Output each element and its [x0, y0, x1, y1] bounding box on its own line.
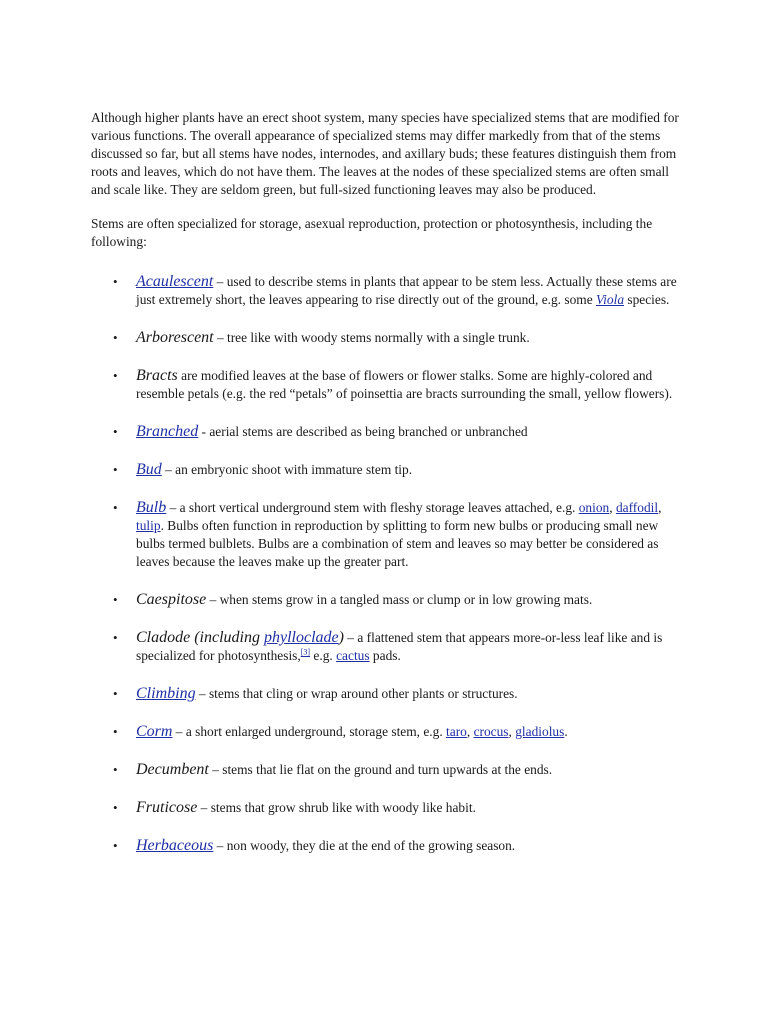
- list-intro-paragraph: Stems are often specialized for storage, asexual reproduction, protection or photosynthesis, including the following:: [91, 216, 653, 249]
- term-link-acaulescent[interactable]: Acaulescent: [136, 273, 214, 290]
- list-item-fruticose: [91, 799, 681, 817]
- bullet-icon: •: [113, 762, 118, 777]
- term-cladode-end: ): [338, 629, 344, 646]
- stem-types-list: [91, 273, 681, 855]
- list-item-climbing: [91, 685, 681, 703]
- bullet-icon: •: [113, 424, 118, 439]
- definition-text: - aerial stems are described as being branched or unbranched: [198, 424, 528, 439]
- term-arborescent: Arborescent: [136, 329, 214, 346]
- bullet-icon: •: [113, 592, 118, 607]
- list-item-bracts: [91, 367, 681, 403]
- bullet-icon: •: [113, 462, 118, 477]
- link-tulip[interactable]: tulip: [136, 518, 161, 533]
- definition-text: – stems that lie flat on the ground and turn upwards at the ends.: [208, 762, 553, 777]
- link-daffodil[interactable]: daffodil: [615, 500, 659, 515]
- intro-paragraph: Although higher plants have an erect shoot system, many species have specialized stems that are modified for various functions. The overall appearance of specialized stems may differ markedly from that of the stems discussed so far, but all stems have nodes, internodes, and axillary buds; these features distinguish them from roots and leaves, which do not have them. The leaves at the nodes of these specialized stems are often small and scale like. They are seldom green, but full-sized functioning leaves may also be produced.: [91, 110, 679, 197]
- list-item-cladode: [91, 629, 681, 665]
- bullet-icon: •: [113, 724, 118, 739]
- definition-text: – an embryonic shoot with immature stem tip.: [161, 462, 413, 477]
- term-decumbent: Decumbent: [136, 761, 209, 778]
- link-crocus[interactable]: crocus: [473, 724, 509, 739]
- definition-text: .: [564, 724, 568, 739]
- list-item-bud: [91, 461, 681, 479]
- bullet-icon: •: [113, 274, 118, 289]
- term-link-corm[interactable]: Corm: [136, 723, 173, 740]
- list-item-herbaceous: [91, 837, 681, 855]
- bullet-icon: •: [113, 368, 118, 383]
- term-cladode: Cladode (including: [136, 629, 264, 646]
- definition-text: – a short enlarged underground, storage stem, e.g.: [172, 724, 447, 739]
- definition-text: – a short vertical underground stem with fleshy storage leaves attached, e.g.: [166, 500, 579, 515]
- link-cactus[interactable]: cactus: [336, 648, 370, 663]
- bullet-icon: •: [113, 330, 118, 345]
- definition-text: e.g.: [310, 648, 337, 663]
- term-link-bulb[interactable]: Bulb: [136, 499, 167, 516]
- term-link-branched[interactable]: Branched: [136, 423, 199, 440]
- definition-text: – stems that grow shrub like with woody like habit.: [197, 800, 476, 815]
- list-item-acaulescent: [91, 273, 681, 309]
- list-item-arborescent: [91, 329, 681, 347]
- term-fruticose: Fruticose: [136, 799, 198, 816]
- bullet-icon: •: [113, 800, 118, 815]
- term-link-bud[interactable]: Bud: [136, 461, 162, 478]
- definition-text: pads.: [369, 648, 401, 663]
- list-item-branched: [91, 423, 681, 441]
- term-bracts: Bracts: [136, 367, 178, 384]
- link-taro[interactable]: taro: [446, 724, 467, 739]
- definition-text: species.: [624, 292, 670, 307]
- link-viola[interactable]: Viola: [596, 292, 625, 307]
- definition-text: – stems that cling or wrap around other plants or structures.: [195, 686, 518, 701]
- reference-link[interactable]: [3]: [300, 647, 311, 657]
- list-item-caespitose: [91, 591, 681, 609]
- term-caespitose: Caespitose: [136, 591, 207, 608]
- term-link-climbing[interactable]: Climbing: [136, 685, 196, 702]
- link-gladiolus[interactable]: gladiolus: [515, 724, 565, 739]
- definition-text: – a flattened stem that appears more-or-less leaf like and is specialized for photosynthesis,: [136, 630, 663, 663]
- link-onion[interactable]: onion: [578, 500, 610, 515]
- list-item-bulb: [91, 499, 681, 571]
- list-item-corm: [91, 723, 681, 741]
- list-item-decumbent: [91, 761, 681, 779]
- bullet-icon: •: [113, 500, 118, 515]
- definition-text: – tree like with woody stems normally with a single trunk.: [213, 330, 530, 345]
- definition-text: – used to describe stems in plants that appear to be stem less. Actually these stems are just extremely short, the leaves appearing to rise directly out of the ground, e.g. some: [136, 274, 677, 307]
- separator-text: ,: [609, 500, 616, 515]
- term-link-herbaceous[interactable]: Herbaceous: [136, 837, 214, 854]
- definition-text: – when stems grow in a tangled mass or clump or in low growing mats.: [206, 592, 593, 607]
- definition-text: . Bulbs often function in reproduction by splitting to form new bulbs or producing small new bulbs termed bulblets. Bulbs are a combination of stem and leaves so may better be considered as leaves because the leaves make up the greater part.: [136, 518, 659, 569]
- bullet-icon: •: [113, 686, 118, 701]
- definition-text: are modified leaves at the base of flowers or flower stalks. Some are highly-colored and resemble petals (e.g. the red “petals” of poinsettia are bracts surrounding the small, yellow flowers).: [136, 368, 673, 401]
- separator-text: ,: [658, 500, 662, 515]
- separator-text: ,: [508, 724, 516, 739]
- term-link-phylloclade[interactable]: phylloclade: [263, 629, 339, 646]
- definition-text: – non woody, they die at the end of the growing season.: [213, 838, 516, 853]
- bullet-icon: •: [113, 630, 118, 645]
- document-page: [91, 109, 681, 875]
- bullet-icon: •: [113, 838, 118, 853]
- separator-text: ,: [466, 724, 474, 739]
